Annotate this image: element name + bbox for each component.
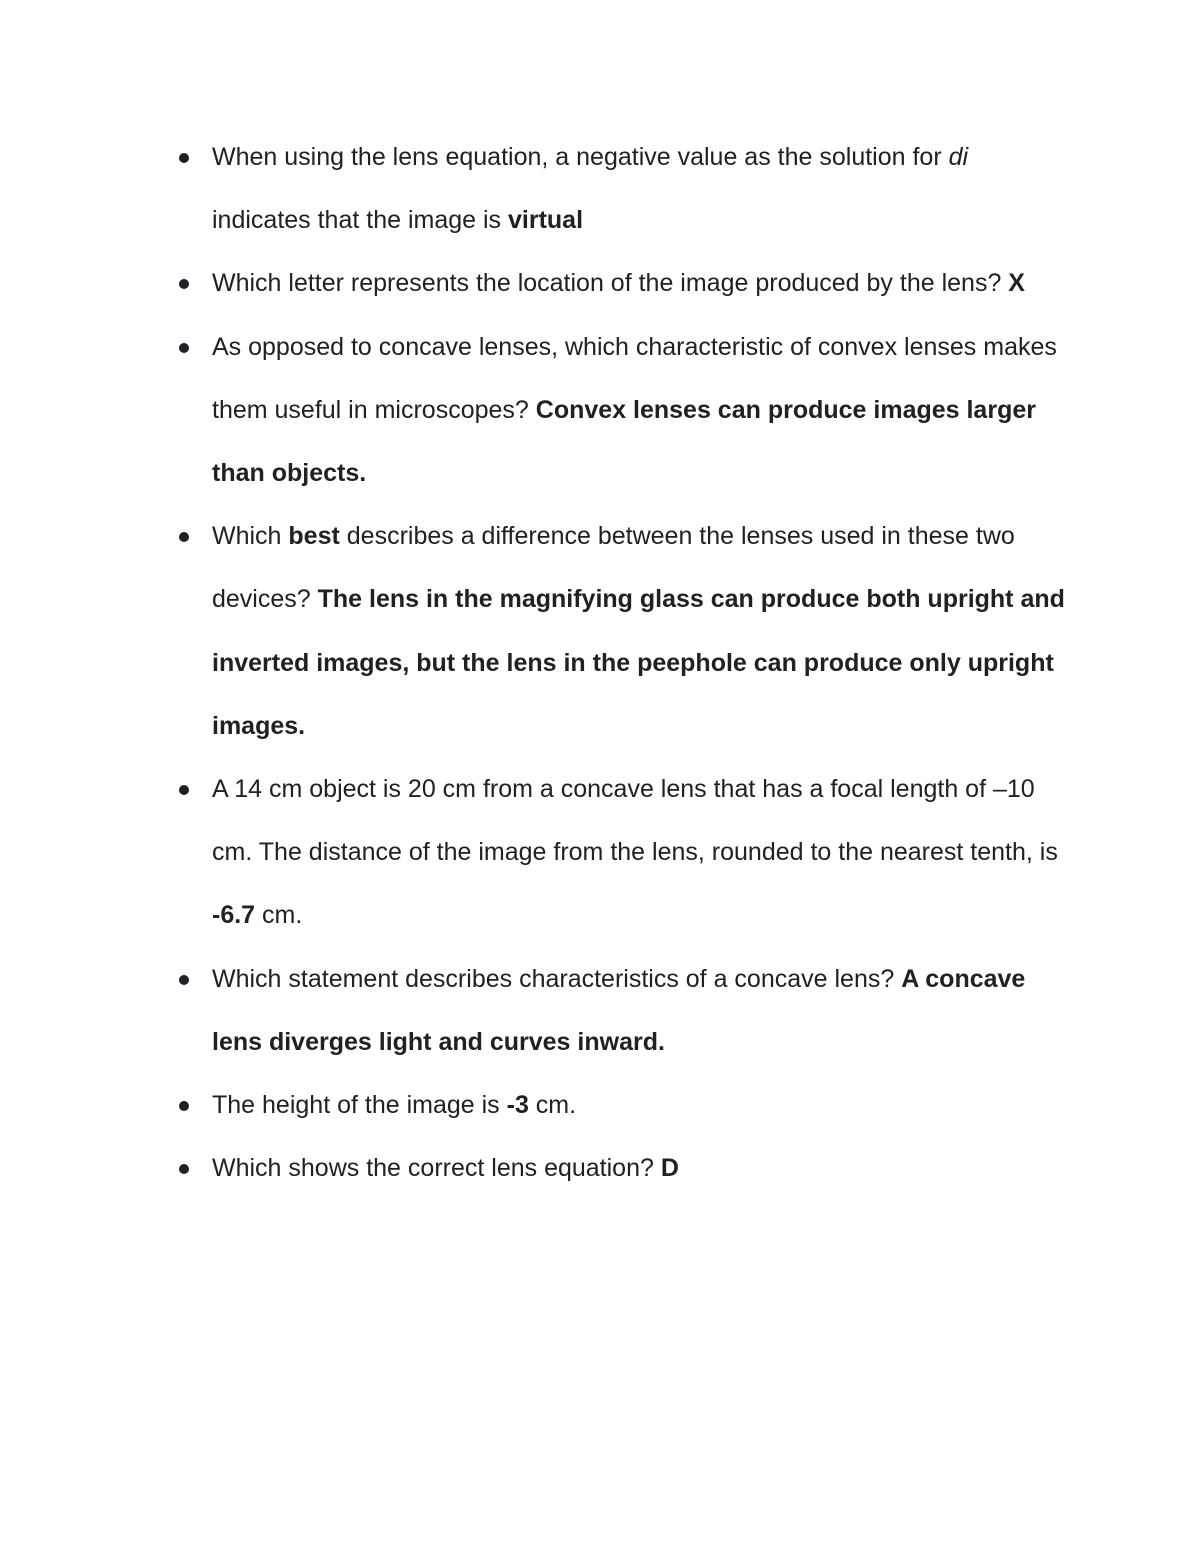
bullet-dot-icon	[179, 975, 189, 985]
item-text: Which shows the correct lens equation?	[212, 1154, 661, 1183]
item-text: cm.	[528, 1091, 577, 1120]
list-item	[212, 758, 1072, 948]
item-text: The height of the image is	[212, 1091, 507, 1120]
item-text: cm.	[255, 901, 303, 930]
item-answer-bold: D	[660, 1154, 679, 1183]
item-answer-bold: -6.7	[212, 901, 256, 930]
answer-bullet-list	[212, 126, 1072, 1200]
bullet-dot-icon	[179, 785, 189, 795]
bullet-dot-icon	[179, 153, 189, 163]
bullet-dot-icon	[179, 279, 189, 289]
bullet-dot-icon	[179, 1164, 189, 1174]
list-item	[212, 316, 1072, 506]
bullet-dot-icon	[179, 532, 189, 542]
bullet-dot-icon	[179, 343, 189, 353]
bullet-dot-icon	[179, 1101, 189, 1111]
item-answer-bold: X	[1008, 269, 1025, 298]
list-item	[212, 252, 1072, 315]
list-item	[212, 126, 1072, 252]
item-text: When using the lens equation, a negative value as the solution for	[212, 143, 949, 171]
item-answer-bold: Convex lenses can produce images larger than objects.	[212, 395, 1036, 488]
item-text: describes a difference between the lenses used in these two devices?	[212, 522, 1015, 614]
item-text: As opposed to concave lenses, which characteristic of convex lenses makes them useful in microscopes?	[212, 332, 1057, 424]
list-item	[212, 948, 1072, 1074]
list-item	[212, 1074, 1072, 1137]
item-answer-bold: The lens in the magnifying glass can produce both upright and inverted images, but the lens in the peephole can produce only upright images.	[212, 585, 1065, 740]
item-text: Which statement describes characteristics of a concave lens?	[212, 964, 902, 993]
list-item	[212, 1137, 1072, 1200]
item-text: A 14 cm object is 20 cm from a concave lens that has a focal length of –10 cm. The distance of the image from the lens, rounded to the nearest tenth, is	[212, 775, 1058, 867]
item-text: indicates that the image is	[212, 206, 508, 235]
item-text: Which	[212, 522, 289, 551]
item-text-italic: di	[948, 143, 969, 171]
item-text-bold: best	[288, 522, 340, 551]
item-answer-bold: -3	[506, 1091, 529, 1120]
item-answer-bold: A concave lens diverges light and curves inward.	[212, 964, 1026, 1056]
item-text: Which letter represents the location of the image produced by the lens?	[212, 269, 1009, 298]
item-answer-bold: virtual	[508, 206, 584, 235]
list-item	[212, 505, 1072, 758]
